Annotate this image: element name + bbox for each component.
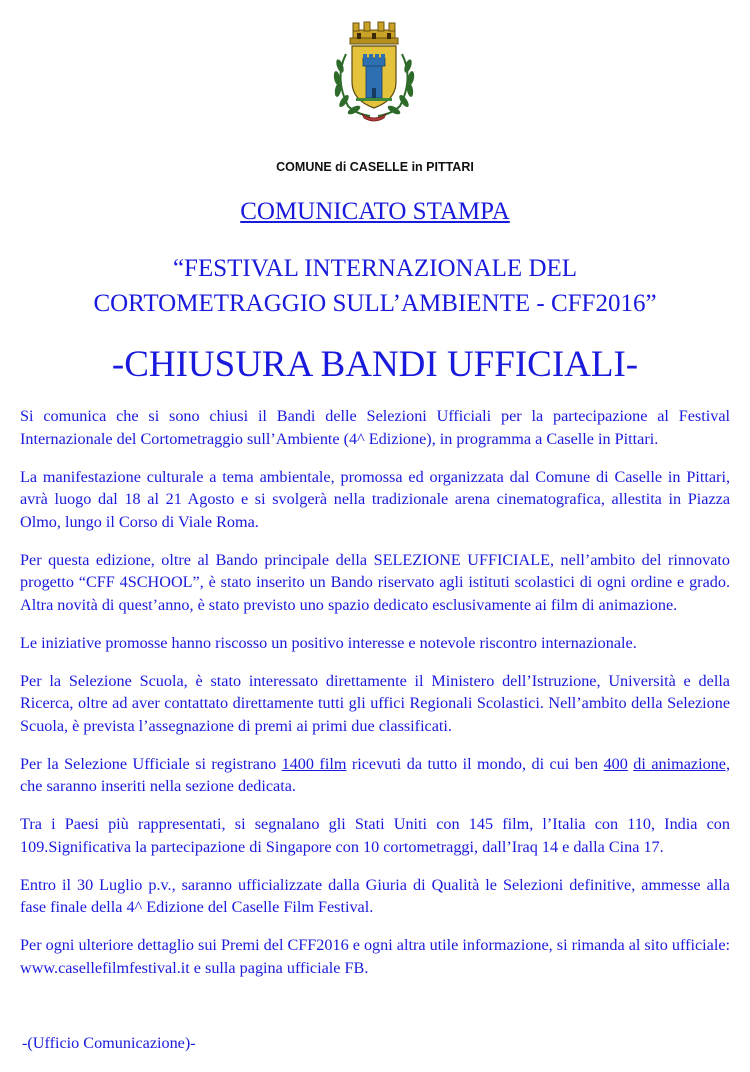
- animation-label: di animazione,: [633, 754, 730, 773]
- festival-title-line-1: “FESTIVAL INTERNAZIONALE DEL: [172, 255, 578, 282]
- municipality-name: COMUNE di CASELLE in PITTARI: [276, 160, 474, 174]
- paragraph-countries: Tra i Paesi più rappresentati, si segnalano gli Stati Uniti con 145 film, l’Italia con 110, India con 109.Significativa la partecipazione di Singapore con 10 cortometraggi, dall’Iraq 14 e dalla Cina 17.: [20, 815, 730, 856]
- press-release-body: [20, 405, 730, 995]
- closing-calls-title: -CHIUSURA BANDI UFFICIALI-: [111, 344, 639, 385]
- paragraph-closing-notice: Si comunica che si sono chiusi il Bandi delle Selezioni Ufficiali per la partecipazione al Festival Internazionale del Cortometraggio sull’Ambiente (4^ Edizione), in programma a Caselle in Pittari.: [20, 407, 730, 448]
- film-count: 1400 film: [281, 754, 347, 773]
- festival-title-line-2: CORTOMETRAGGIO SULL’AMBIENTE - CFF2016”: [93, 290, 657, 317]
- paragraph-final-selection: Entro il 30 Luglio p.v., saranno ufficializzate dalla Giuria di Qualità le Selezioni definitive, ammesse alla fase finale della 4^ Edizione del Caselle Film Festival.: [20, 875, 730, 916]
- paragraph-international-interest: Le iniziative promosse hanno riscosso un positivo interesse e notevole riscontro internazionale.: [20, 633, 637, 652]
- stats-text-b: ricevuti da tutto il mondo, di cui ben: [346, 754, 604, 773]
- paragraph-more-info: Per ogni ulteriore dettaglio sui Premi del CFF2016 e ogni altra utile informazione, si rimanda al sito ufficiale: www.casellefilmfestival.it e sulla pagina ufficiale FB.: [20, 936, 730, 977]
- paragraph-edition-news: Per questa edizione, oltre al Bando principale della SELEZIONE UFFICIALE, nell’ambito del rinnovato progetto “CFF 4SCHOOL”, è stato inserito un Bando riservato agli istituti scolastici di ogni ordine e grado. Altra novità di quest’anno, è stato previsto uno spazio dedicato esclusivamente ai film di animazione.: [20, 550, 730, 614]
- press-release-heading: COMUNICATO STAMPA: [240, 198, 510, 225]
- municipal-coat-of-arms-icon: [326, 14, 422, 126]
- animation-count: 400: [603, 754, 628, 773]
- paragraph-school-selection: Per la Selezione Scuola, è stato interessato direttamente il Ministero dell’Istruzione, Università e della Ricerca, oltre ad aver contattato direttamente tutti gli uffici Regionali Scolastici. Nell’ambito della Selezione Scuola, è prevista l’assegnazione di premi ai primi due classificati.: [20, 671, 730, 735]
- paragraph-official-selection-stats: [20, 753, 730, 798]
- crown-icon: [350, 22, 398, 44]
- stats-text-a: Per la Selezione Ufficiale si registrano: [20, 754, 282, 773]
- signature: -(Ufficio Comunicazione)-: [22, 1034, 196, 1052]
- paragraph-event-details: La manifestazione culturale a tema ambientale, promossa ed organizzata dal Comune di Caselle in Pittari, avrà luogo dal 18 al 21 Agosto e si svolgerà nella tradizionale arena cinematografica, allestita in Piazza Olmo, lungo il Corso di Viale Roma.: [20, 467, 730, 531]
- festival-title: [0, 251, 750, 321]
- stats-text-d: che saranno inseriti nella sezione dedicata.: [20, 777, 296, 795]
